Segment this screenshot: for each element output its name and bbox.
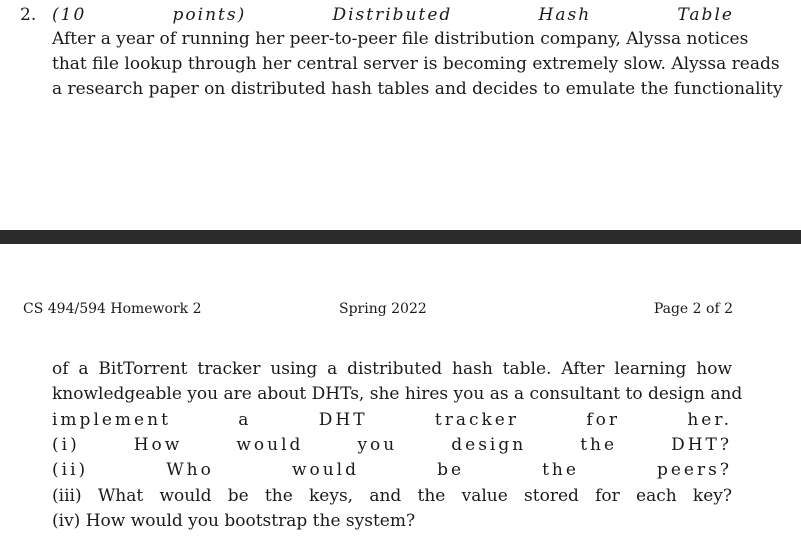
spaced-word: DHT xyxy=(318,410,368,430)
course-label: CS 494/594 Homework 2 xyxy=(23,301,202,317)
spaced-word: for xyxy=(586,410,620,430)
spaced-word: design xyxy=(451,435,527,455)
question-iv: (iv) How would you bootstrap the system? xyxy=(52,511,416,531)
spaced-word: tracker xyxy=(434,410,519,430)
page-break-divider xyxy=(0,230,801,244)
spaced-line-1 xyxy=(52,409,732,431)
spaced-word: a xyxy=(238,410,252,430)
continued-line: of a BitTorrent tracker using a distributed hash table. After learning how xyxy=(52,359,732,379)
intro-line: a research paper on distributed hash tables and decides to emulate the functionality xyxy=(52,79,783,99)
question-iii-text: (iii) What would be the keys, and the value stored for each key? xyxy=(52,486,732,506)
spaced-word: (i) xyxy=(52,435,80,455)
question-iii xyxy=(52,484,732,509)
spaced-word: How xyxy=(133,435,183,455)
heading-word: points) xyxy=(172,5,247,25)
spaced-word: Who xyxy=(166,460,214,480)
spaced-line-3 xyxy=(52,459,732,481)
spaced-word: you xyxy=(357,435,398,455)
spaced-word: (ii) xyxy=(52,460,89,480)
spaced-word: her. xyxy=(687,410,732,430)
spaced-word: the xyxy=(580,435,618,455)
term-label: Spring 2022 xyxy=(339,301,427,317)
spaced-word: DHT? xyxy=(671,435,732,455)
heading-word: Distributed xyxy=(332,5,453,25)
heading-word: (10 xyxy=(52,5,87,25)
spaced-word: would xyxy=(291,460,359,480)
continued-paragraph xyxy=(52,357,743,407)
question-number: 2. xyxy=(20,5,37,25)
page-number: Page 2 of 2 xyxy=(653,301,733,317)
spaced-word: would xyxy=(236,435,304,455)
spaced-word: the xyxy=(542,460,579,480)
heading-word: Table xyxy=(677,5,734,25)
intro-paragraph xyxy=(52,27,783,102)
question-heading xyxy=(52,4,734,26)
spaced-word: be xyxy=(437,460,465,480)
spaced-line-2 xyxy=(52,434,732,456)
spaced-word: implement xyxy=(52,410,171,430)
intro-line: that file lookup through her central server is becoming extremely slow. Alyssa reads xyxy=(52,54,780,74)
intro-line: After a year of running her peer-to-peer file distribution company, Alyssa notices xyxy=(52,29,749,49)
heading-word: Hash xyxy=(538,5,592,25)
continued-line: knowledgeable you are about DHTs, she hires you as a consultant to design and xyxy=(52,384,743,404)
spaced-word: peers? xyxy=(656,460,732,480)
